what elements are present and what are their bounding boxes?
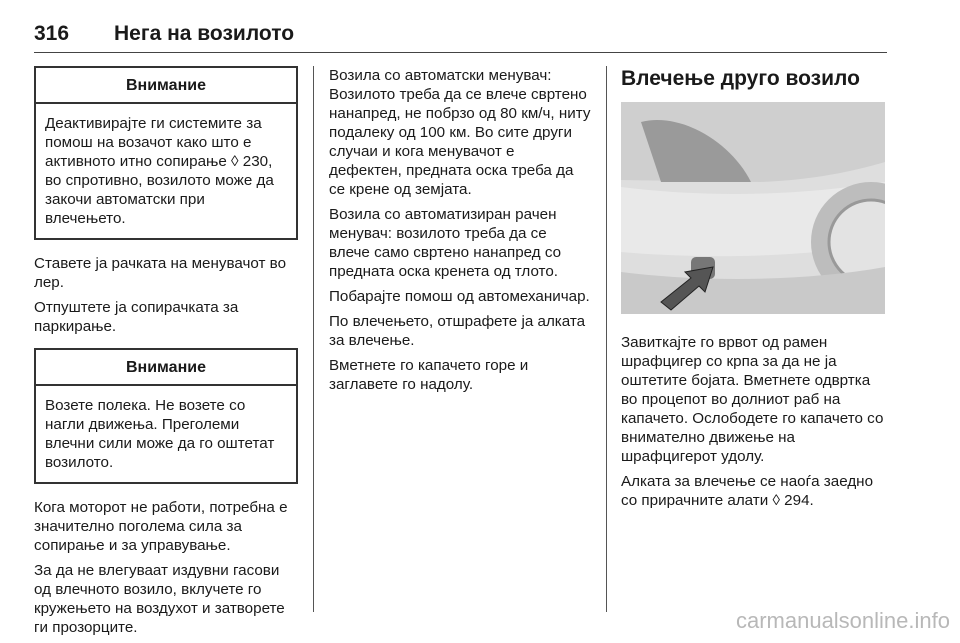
paragraph: Завиткајте го врвот од рамен шрафцигер со крпа за да не ја оштетите бојата. Вметнете одвртка во процепот во долниот раб на капачето. Ослободете го капачето со внимателно движење на шрафцигерот удолу. (621, 334, 884, 465)
column-left (34, 66, 298, 643)
paragraph: Побарајте помош од автомеханичар. (329, 288, 590, 305)
column-middle (329, 66, 591, 400)
paragraph: За да не влегуваат издувни гасови од влечното возило, вклучете го кружењето на воздухот и затворете ги прозорците. (34, 562, 285, 636)
paragraph: По влечењето, отшрафете ја алката за влечење. (329, 313, 586, 349)
paragraph: Отпуштете ја сопирачката за паркирање. (34, 299, 239, 335)
warning-text: Возете полека. Не возете со нагли движења. Преголеми влечни сили може да го оштетат возилото. (45, 397, 275, 471)
paragraph: Кога моторот не работи, потребна е значително поголема сила за сопирање и за управување. (34, 499, 288, 554)
page-title: Нега на возилото (114, 22, 295, 45)
page-header (34, 22, 887, 53)
car-rear-bumper-illustration (621, 102, 885, 314)
watermark: carmanualsonline.info (735, 608, 950, 633)
warning-box (34, 66, 298, 240)
warning-title: Внимание (36, 350, 296, 386)
paragraph: Возила со автоматизиран рачен менувач: возилото треба да се влече само свртено нанапред со предната оска кренета од тлото. (329, 206, 562, 280)
warning-box (34, 348, 298, 484)
paragraph: Ставете ја рачката на менувачот во лер. (34, 255, 287, 291)
column-right (621, 66, 887, 516)
paragraph: Возила со автоматски менувач: Возилото треба да се влече свртено нанапред, не побрзо од 80 км/ч, ниту подалеку од 100 км. Во сите други случаи и кога менувачот е дефектен, предната оска треба да се крене од земјата. (329, 67, 591, 198)
column-divider (606, 66, 607, 612)
warning-title: Внимание (36, 68, 296, 104)
warning-text: Деактивирајте ги системите за помош на возачот како што е активното итно сопирање ◊ 230, во спротивно, возилото може да закочи автоматски при влечењето. (45, 115, 274, 227)
column-divider (313, 66, 314, 612)
section-heading: Влечење друго возило (621, 67, 860, 90)
paragraph: Алката за влечење се наоѓа заедно со прирачните алати ◊ 294. (621, 473, 874, 509)
paragraph: Вметнете го капачето горе и заглавете го надолу. (329, 357, 529, 393)
page-number: 316 (34, 22, 70, 45)
